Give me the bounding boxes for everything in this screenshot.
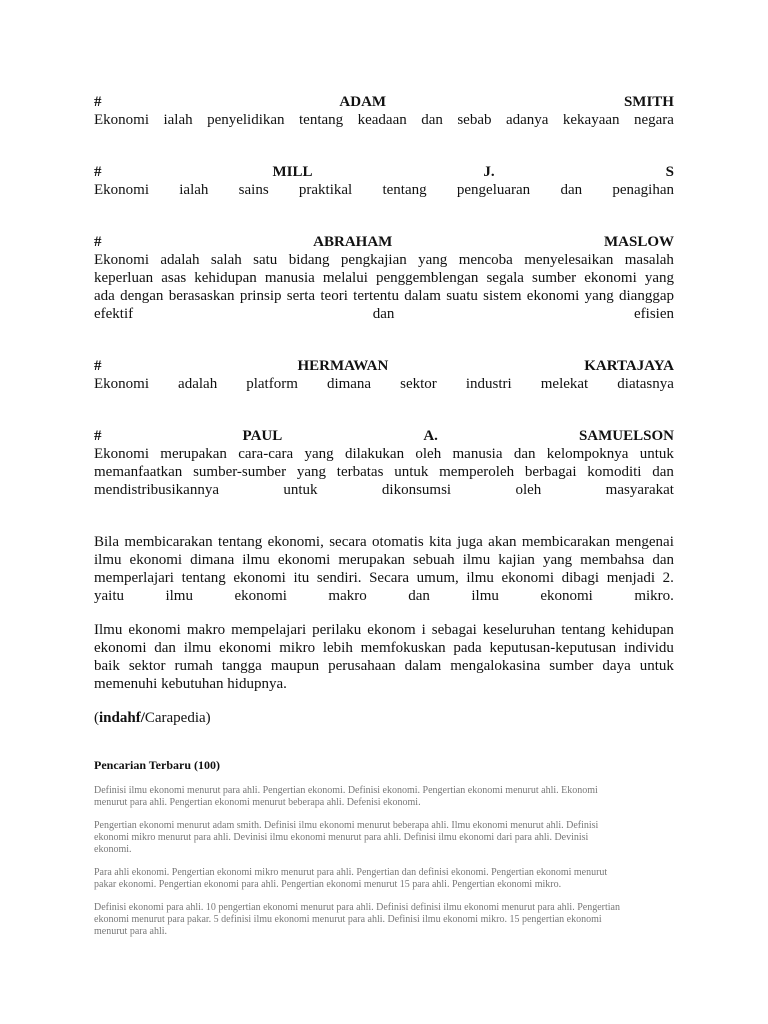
word: untuk bbox=[639, 446, 674, 462]
word: dan bbox=[652, 464, 674, 480]
word: Bila bbox=[94, 534, 119, 550]
word: kehidupan bbox=[194, 270, 257, 286]
word: dikonsumsi bbox=[381, 482, 452, 498]
word: ekonomi bbox=[94, 640, 147, 656]
word: membicarakan bbox=[124, 534, 213, 550]
definition-block bbox=[94, 163, 674, 199]
definition-author bbox=[94, 93, 674, 111]
word: daya bbox=[602, 658, 631, 674]
word: melekat bbox=[540, 376, 589, 392]
recent-search-entry bbox=[94, 902, 674, 938]
word: terbatas bbox=[336, 464, 384, 480]
word: manusia bbox=[452, 446, 503, 462]
word: Ekonomi bbox=[94, 252, 149, 268]
word: J. bbox=[483, 164, 495, 180]
recent-search-line: Para ahli ekonomi. Pengertian ekonomi mikro menurut para ahli. Pengertian dan definisi ekonomi. Pengertian ekonomi menurut bbox=[94, 867, 608, 878]
word: sebagai bbox=[431, 622, 477, 638]
word: dan bbox=[154, 640, 176, 656]
word: pengkajian bbox=[340, 252, 407, 268]
word: tertentu bbox=[353, 288, 399, 304]
word: komoditi bbox=[587, 464, 642, 480]
word: yang bbox=[296, 464, 327, 480]
word: ekonomi bbox=[540, 588, 593, 604]
word: makro bbox=[328, 588, 367, 604]
word: ekonomi bbox=[233, 570, 286, 586]
paragraph-line bbox=[94, 675, 674, 693]
word: sistem bbox=[483, 288, 522, 304]
word: maupun bbox=[270, 658, 320, 674]
definition-block bbox=[94, 357, 674, 393]
recent-search-entry bbox=[94, 785, 674, 809]
word: masalah bbox=[624, 252, 674, 268]
word: dianggap bbox=[619, 288, 674, 304]
word: perilaku bbox=[312, 622, 362, 638]
word: Secara bbox=[369, 570, 410, 586]
word: penggemblengan bbox=[375, 270, 479, 286]
word: ekonomi bbox=[277, 552, 331, 568]
word: dalam bbox=[404, 288, 441, 304]
word: sumber bbox=[549, 658, 594, 674]
definition-text-line bbox=[94, 111, 674, 129]
word: memperoleh bbox=[439, 464, 515, 480]
word: dimana bbox=[326, 376, 372, 392]
word: ilmu bbox=[183, 640, 212, 656]
word: yang bbox=[418, 252, 448, 268]
word: satu bbox=[253, 252, 278, 268]
word: ekonomi, bbox=[267, 534, 324, 550]
recent-search-line: ekonomi mikro menurut para ahli. Devinisi ilmu ekonomi menurut para ahli. Definisi ilmu ekonomi dari para ahli. Devinisi bbox=[94, 832, 589, 843]
word: mencoba bbox=[458, 252, 513, 268]
recent-searches-heading: Pencarian Terbaru (100) bbox=[94, 758, 220, 772]
word: Ilmu bbox=[94, 622, 123, 638]
word: ialah bbox=[179, 182, 209, 198]
word: # bbox=[94, 164, 102, 180]
word: ekonomi bbox=[218, 640, 272, 656]
word: dan bbox=[513, 446, 536, 462]
word: kajian bbox=[498, 552, 535, 568]
word: serta bbox=[286, 288, 316, 304]
word: memfokuskan bbox=[360, 640, 446, 656]
recent-search-entry bbox=[94, 820, 674, 856]
word: melalui bbox=[322, 270, 368, 286]
body-paragraph bbox=[94, 621, 674, 693]
word: Ekonomi bbox=[94, 446, 149, 462]
word: ADAM bbox=[339, 94, 387, 110]
word: efektif bbox=[94, 306, 134, 322]
paragraph-line bbox=[94, 639, 674, 657]
word: industri bbox=[465, 376, 512, 392]
word: Ekonomi bbox=[94, 376, 149, 392]
word: perusahaan bbox=[328, 658, 396, 674]
word: berbagai bbox=[524, 464, 577, 480]
definition-author bbox=[94, 163, 674, 181]
word: dan bbox=[560, 182, 583, 198]
word: sumber bbox=[532, 270, 577, 286]
recent-search-line: ekonomi. bbox=[94, 844, 132, 855]
word: kekayaan bbox=[562, 112, 620, 128]
paragraph-line bbox=[94, 621, 674, 639]
body-paragraph bbox=[94, 533, 674, 605]
word: # bbox=[94, 94, 102, 110]
word: ilmu bbox=[94, 552, 122, 568]
recent-search-line: menurut para ahli. bbox=[94, 926, 168, 937]
word: mengenai bbox=[615, 534, 674, 550]
word: pengeluaran bbox=[456, 182, 531, 198]
recent-search-line: pakar ekonomi. Pengertian ekonomi para ahli. Pengertian ekonomi menurut 15 para ahli. Pengertian ekonomi mikro. bbox=[94, 879, 562, 890]
word: memanfaatkan bbox=[94, 464, 183, 480]
paragraph-line bbox=[94, 569, 674, 587]
word: salah bbox=[210, 252, 242, 268]
definition-text-line bbox=[94, 287, 674, 305]
word: untuk bbox=[639, 658, 674, 674]
word: tentang bbox=[382, 182, 427, 198]
word: A. bbox=[423, 428, 438, 444]
definition-block bbox=[94, 427, 674, 499]
word: yang bbox=[304, 446, 334, 462]
word: merupakan bbox=[160, 446, 227, 462]
definition-text-line bbox=[94, 375, 674, 393]
word: memenuhi kebutuhan hidupnya. bbox=[94, 676, 287, 692]
word: keseluruhan bbox=[482, 622, 556, 638]
word: sebuah bbox=[413, 552, 455, 568]
word: manusia bbox=[264, 270, 315, 286]
word: ekonomi bbox=[234, 588, 287, 604]
word: ilmu bbox=[466, 570, 494, 586]
word: penagihan bbox=[612, 182, 674, 198]
word: menyelesaikan bbox=[524, 252, 614, 268]
word: individu bbox=[623, 640, 674, 656]
definition-block bbox=[94, 93, 674, 129]
word: tentang bbox=[218, 534, 263, 550]
word: ekonomi bbox=[526, 288, 580, 304]
word: itu bbox=[293, 570, 310, 586]
definition-author bbox=[94, 427, 674, 445]
word: diatasnya bbox=[617, 376, 674, 392]
word: berasaskan bbox=[168, 288, 235, 304]
word: ekonomi bbox=[128, 622, 181, 638]
recent-search-entry bbox=[94, 867, 674, 891]
word: ekonom bbox=[367, 622, 416, 638]
word: oleh bbox=[415, 446, 442, 462]
word: ilmu bbox=[462, 552, 491, 568]
word: ekonomi bbox=[501, 570, 554, 586]
word: praktikal bbox=[298, 182, 353, 198]
word: secara bbox=[329, 534, 367, 550]
paragraph-line bbox=[94, 551, 674, 569]
word: lebih bbox=[322, 640, 353, 656]
definition-text-line bbox=[94, 181, 674, 199]
word: efisien bbox=[634, 306, 674, 322]
word: MILL bbox=[272, 164, 313, 180]
word: merupakan bbox=[338, 552, 405, 568]
word: dengan bbox=[120, 288, 164, 304]
word: mempelajari bbox=[231, 622, 307, 638]
word: mengalokasina bbox=[450, 658, 541, 674]
word: masyarakat bbox=[605, 482, 674, 498]
word: rumah bbox=[174, 658, 213, 674]
word: negara bbox=[633, 112, 674, 128]
source-open: ( bbox=[94, 710, 99, 726]
word: mikro bbox=[279, 640, 316, 656]
word: membicarakan bbox=[521, 534, 611, 550]
source-author: indahf/ bbox=[99, 710, 145, 726]
word: Ekonomi bbox=[94, 182, 149, 198]
word: HERMAWAN bbox=[297, 358, 389, 374]
word: suatu bbox=[446, 288, 478, 304]
word: mendistribusikannya bbox=[94, 482, 219, 498]
word: PAUL bbox=[242, 428, 283, 444]
word: untuk bbox=[283, 482, 318, 498]
word: dalam bbox=[404, 658, 442, 674]
word: i bbox=[421, 622, 426, 638]
word: ialah bbox=[163, 112, 193, 128]
word: tangga bbox=[221, 658, 262, 674]
word: keperluan bbox=[94, 270, 154, 286]
word: sektor bbox=[400, 376, 437, 392]
recent-search-line: menurut para ahli. Pengertian ekonomi menurut beberapa ahli. Defenisi ekonomi. bbox=[94, 797, 421, 808]
word: platform bbox=[246, 376, 298, 392]
paragraph-line bbox=[94, 657, 674, 675]
word: dimana bbox=[190, 552, 235, 568]
word: kita bbox=[429, 534, 452, 550]
word: yaitu bbox=[94, 588, 124, 604]
word: ilmu bbox=[471, 588, 499, 604]
word: ABRAHAM bbox=[313, 234, 393, 250]
word: dan bbox=[408, 588, 430, 604]
word: teori bbox=[320, 288, 348, 304]
word: otomatis bbox=[372, 534, 424, 550]
word: prinsip bbox=[239, 288, 282, 304]
word: cara-cara bbox=[238, 446, 294, 462]
paragraph-line bbox=[94, 587, 674, 605]
definition-text-line bbox=[94, 269, 674, 287]
word: baik bbox=[94, 658, 120, 674]
source-site: Carapedia) bbox=[144, 710, 211, 726]
word: kelompoknya bbox=[546, 446, 629, 462]
summary-section bbox=[94, 533, 674, 693]
word: akan bbox=[488, 534, 517, 550]
recent-search-line: Definisi ilmu ekonomi menurut para ahli. Pengertian ekonomi. Definisi ekonomi. Pengertian ekonomi menurut ahli. Ekonomi bbox=[94, 785, 598, 796]
word: tentang bbox=[181, 570, 226, 586]
word: yang bbox=[542, 552, 573, 568]
word: sains bbox=[238, 182, 269, 198]
word: asas bbox=[161, 270, 187, 286]
word: dibagi bbox=[561, 570, 600, 586]
word: sendiri. bbox=[316, 570, 362, 586]
word: KARTAJAYA bbox=[584, 358, 674, 374]
word: penyelidikan bbox=[207, 112, 285, 128]
definition-author bbox=[94, 233, 674, 251]
word: ada bbox=[94, 288, 115, 304]
word: adalah bbox=[160, 252, 200, 268]
word: pada bbox=[453, 640, 482, 656]
word: ekonomi bbox=[129, 552, 183, 568]
word: juga bbox=[456, 534, 483, 550]
recent-searches-list bbox=[94, 785, 674, 938]
word: bidang bbox=[288, 252, 330, 268]
recent-search-line: Definisi ekonomi para ahli. 10 pengertian ekonomi menurut para ahli. Definisi definisi ilmu ekonomi menurut para ahli. Pengertian bbox=[94, 902, 620, 913]
definition-text-line bbox=[94, 251, 674, 269]
word: dan bbox=[421, 112, 443, 128]
word: MASLOW bbox=[603, 234, 674, 250]
word: # bbox=[94, 234, 102, 250]
word: tentang bbox=[299, 112, 344, 128]
definition-text-line bbox=[94, 463, 674, 481]
word: ilmu bbox=[242, 552, 270, 568]
word: ekonomi bbox=[584, 270, 637, 286]
word: mikro. bbox=[634, 588, 674, 604]
word: SAMUELSON bbox=[578, 428, 674, 444]
source-credit bbox=[94, 709, 674, 727]
word: 2. bbox=[662, 570, 674, 586]
word: kehidupan bbox=[611, 622, 674, 638]
word: makro bbox=[186, 622, 226, 638]
word: memperlajari bbox=[94, 570, 174, 586]
word: membahsa bbox=[580, 552, 645, 568]
word: keadaan bbox=[357, 112, 407, 128]
word: dilakukan bbox=[344, 446, 405, 462]
word: untuk bbox=[394, 464, 429, 480]
word: sektor bbox=[128, 658, 166, 674]
word: # bbox=[94, 428, 102, 444]
word: # bbox=[94, 358, 102, 374]
definitions-section bbox=[94, 93, 674, 499]
word: tentang bbox=[561, 622, 606, 638]
definition-text-line bbox=[94, 481, 674, 499]
word: SMITH bbox=[623, 94, 674, 110]
word: dan bbox=[652, 552, 674, 568]
word: adalah bbox=[178, 376, 218, 392]
word: Ekonomi bbox=[94, 112, 149, 128]
definition-author bbox=[94, 357, 674, 375]
recent-search-line: ekonomi menurut para pakar. 5 definisi ilmu ekonomi menurut para ahli. Definisi ilmu ekonomi mikro. 15 pengertian ekonomi bbox=[94, 914, 602, 925]
word: S bbox=[665, 164, 674, 180]
word: menjadi bbox=[606, 570, 656, 586]
word: ilmu bbox=[165, 588, 193, 604]
definition-block bbox=[94, 233, 674, 323]
word: segala bbox=[486, 270, 524, 286]
definition-text-line bbox=[94, 445, 674, 463]
word: sebab bbox=[457, 112, 492, 128]
word: dan bbox=[372, 306, 395, 322]
word: sumber-sumber bbox=[193, 464, 287, 480]
word: umum, bbox=[416, 570, 459, 586]
word: adanya bbox=[505, 112, 549, 128]
definition-text-line bbox=[94, 305, 674, 323]
recent-search-line: Pengertian ekonomi menurut adam smith. Definisi ilmu ekonomi menurut beberapa ahli. Ilmu ekonomi menurut ahli. Definisi bbox=[94, 820, 599, 831]
document-body bbox=[94, 93, 674, 949]
word: yang bbox=[644, 270, 674, 286]
word: keputusan-keputusan bbox=[489, 640, 617, 656]
word: oleh bbox=[515, 482, 542, 498]
word: yang bbox=[584, 288, 614, 304]
paragraph-line bbox=[94, 533, 674, 551]
